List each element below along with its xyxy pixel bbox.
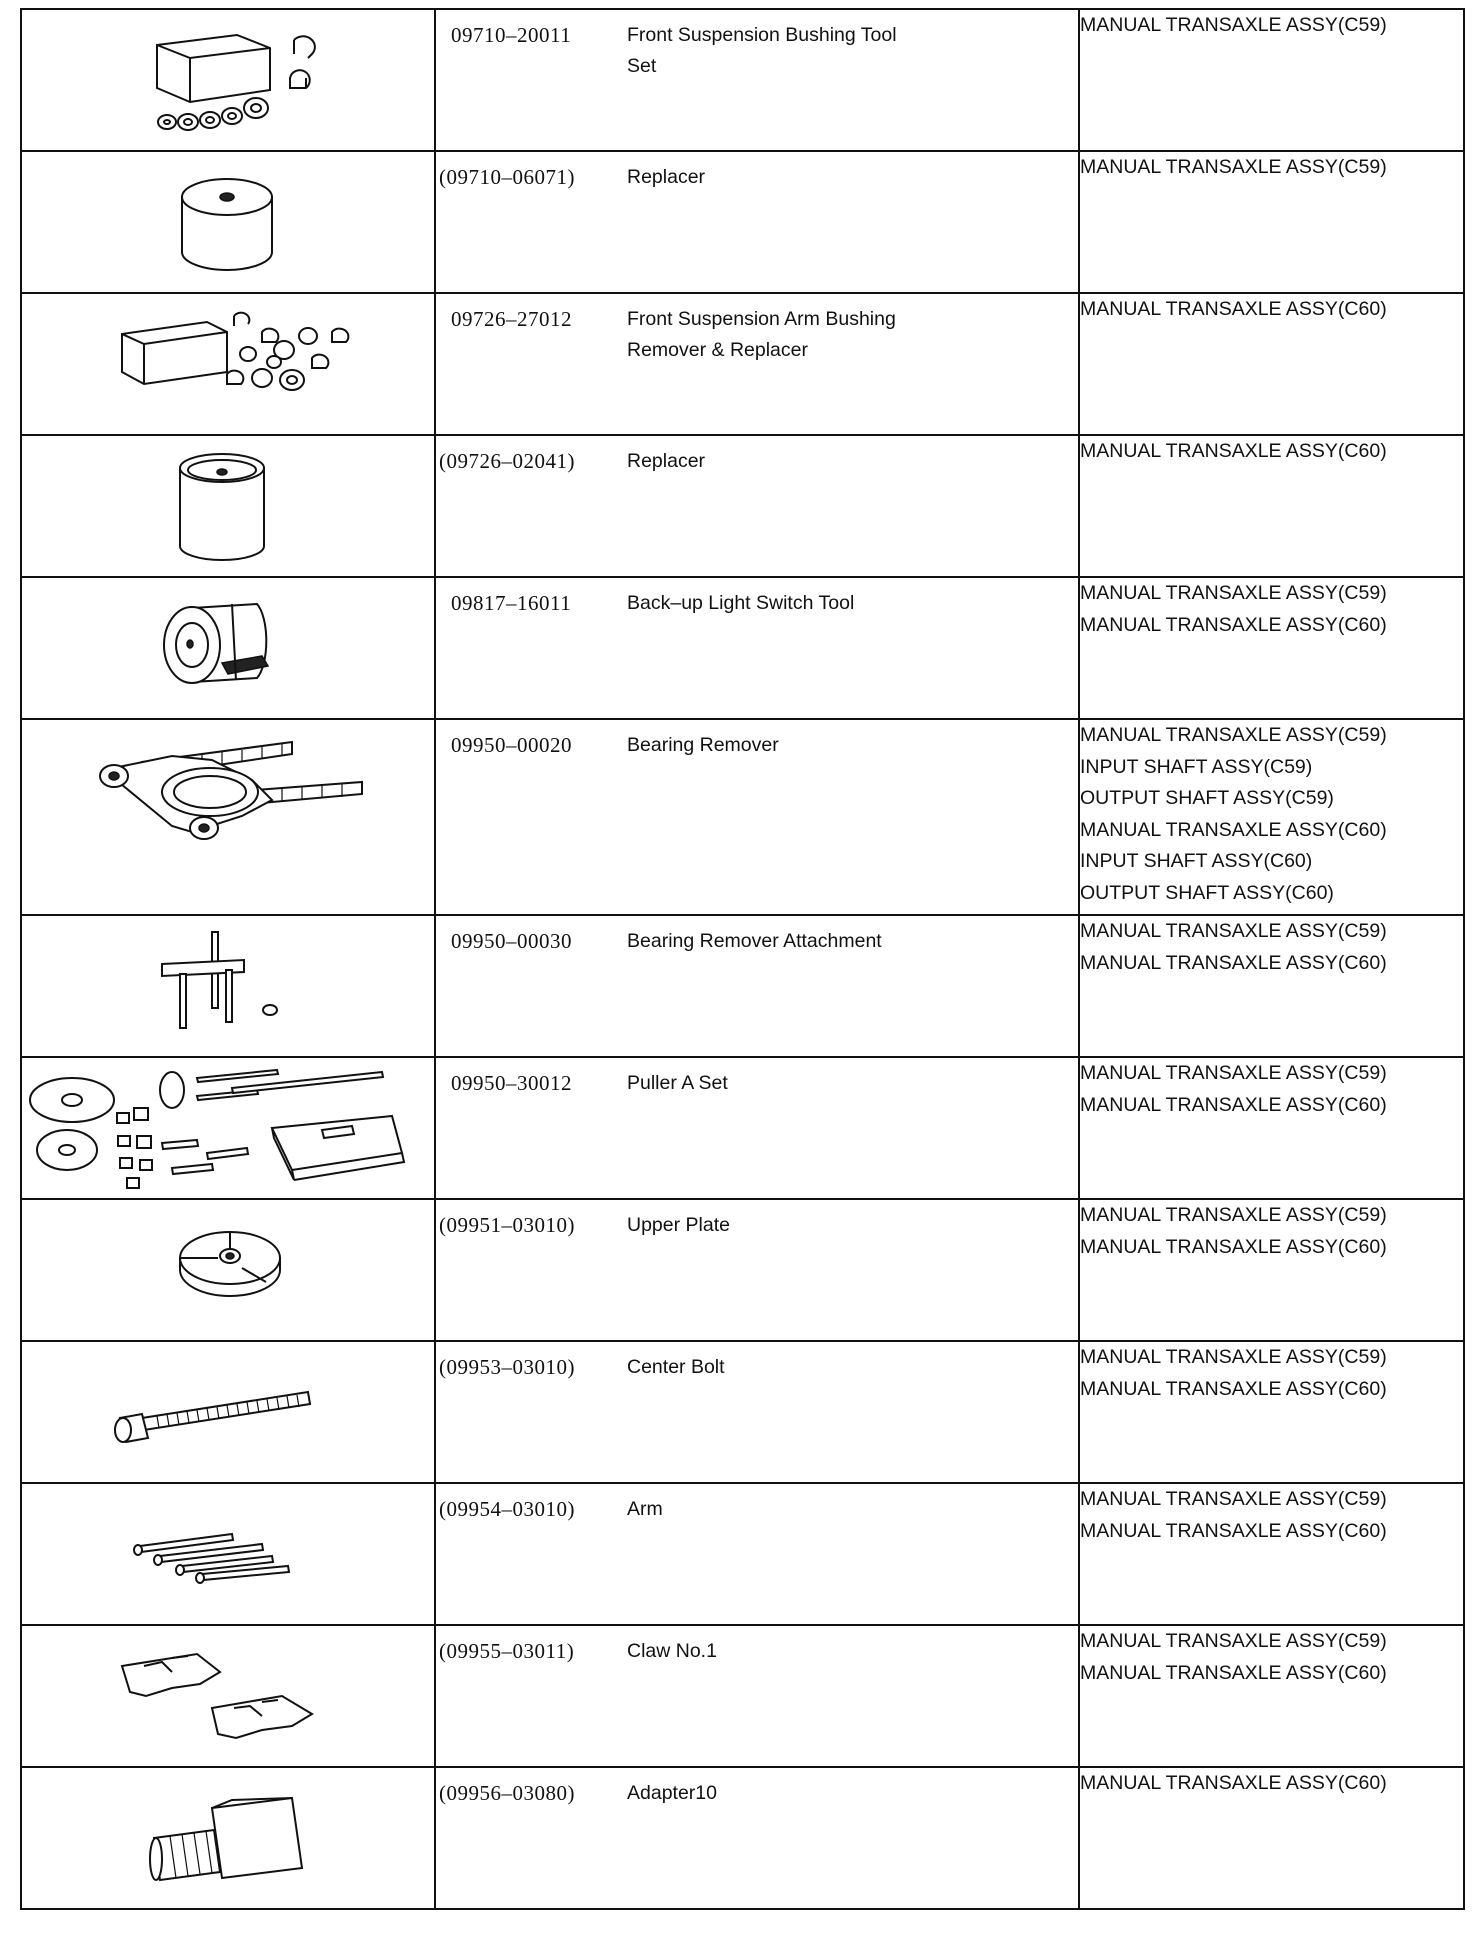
part-name-line: Replacer [627,450,706,472]
arm-rods-icon [22,1484,434,1624]
part-name [627,1210,1047,1241]
usage-item: MANUAL TRANSAXLE ASSY(C60) [1080,951,1387,974]
part-name-line: Front Suspension Bushing Tool [627,24,897,46]
usage-cell [1079,719,1464,915]
usage-cell [1079,577,1464,719]
part-cell [435,1057,1079,1199]
usage-cell [1079,1767,1464,1909]
illustration-cell [21,293,435,435]
usage-item: INPUT SHAFT ASSY(C60) [1080,850,1313,872]
part-name-line: Center Bolt [627,1356,725,1378]
usage-item: MANUAL TRANSAXLE ASSY(C60) [1080,298,1387,320]
illustration-cell [21,151,435,293]
usage-item: INPUT SHAFT ASSY(C59) [1080,755,1313,778]
table-row [21,1625,1464,1767]
illustration-cell [21,435,435,577]
bearing-separator-icon [22,720,434,914]
usage-item: MANUAL TRANSAXLE ASSY(C60) [1080,818,1387,841]
part-name-line: Front Suspension Arm Bushing [627,308,896,330]
usage-cell [1079,435,1464,577]
replacer-disc-icon [22,152,434,292]
illustration-cell [21,1199,435,1341]
part-number: (09955–03011) [439,1639,575,1663]
table-row [21,719,1464,915]
table-row [21,9,1464,151]
illustration-cell [21,915,435,1057]
table-row [21,1341,1464,1483]
part-cell [435,293,1079,435]
usage-item: MANUAL TRANSAXLE ASSY(C59) [1080,1062,1387,1084]
part-name [627,730,1047,761]
usage-item: MANUAL TRANSAXLE ASSY(C60) [1080,1661,1387,1684]
part-name-line: Back–up Light Switch Tool [627,592,855,614]
usage-item: MANUAL TRANSAXLE ASSY(C60) [1080,613,1387,636]
illustration-cell [21,9,435,151]
usage-item: MANUAL TRANSAXLE ASSY(C59) [1080,920,1387,942]
illustration-cell [21,1625,435,1767]
usage-item: MANUAL TRANSAXLE ASSY(C60) [1080,1377,1387,1400]
part-name-line: Bearing Remover [627,734,779,756]
switch-socket-icon [22,578,434,718]
usage-item: OUTPUT SHAFT ASSY(C60) [1080,881,1334,904]
illustration-cell [21,719,435,915]
part-cell [435,719,1079,915]
part-number: 09817–16011 [451,591,572,615]
usage-cell [1079,293,1464,435]
usage-item: MANUAL TRANSAXLE ASSY(C59) [1080,14,1387,36]
part-name-line: Arm [627,1498,663,1520]
part-name-line: Remover & Replacer [627,339,808,361]
usage-item: MANUAL TRANSAXLE ASSY(C60) [1080,440,1387,462]
part-name [627,1068,1047,1099]
part-name [627,162,1047,193]
part-name [627,1636,1047,1667]
part-number: (09951–03010) [439,1213,575,1237]
part-number: 09950–00020 [451,733,572,757]
center-bolt-icon [22,1342,434,1482]
usage-cell [1079,9,1464,151]
usage-cell [1079,151,1464,293]
arm-bushing-set-icon [22,294,434,434]
illustration-cell [21,1483,435,1625]
part-cell [435,1767,1079,1909]
usage-cell [1079,1341,1464,1483]
part-number: 09950–00030 [451,929,572,953]
usage-item: MANUAL TRANSAXLE ASSY(C59) [1080,1488,1387,1510]
part-name-line: Claw No.1 [627,1640,717,1662]
usage-item: MANUAL TRANSAXLE ASSY(C60) [1080,1093,1387,1116]
puller-set-icon [22,1058,434,1198]
part-number: (09953–03010) [439,1355,575,1379]
usage-cell [1079,915,1464,1057]
usage-item: MANUAL TRANSAXLE ASSY(C59) [1080,1630,1387,1652]
usage-item: MANUAL TRANSAXLE ASSY(C59) [1080,724,1387,746]
table-row [21,1199,1464,1341]
claw-icon [22,1626,434,1766]
usage-item: MANUAL TRANSAXLE ASSY(C59) [1080,1346,1387,1368]
part-name [627,1778,1047,1809]
part-cell [435,1341,1079,1483]
part-cell [435,9,1079,151]
part-name [627,1494,1047,1525]
part-name [627,304,1047,366]
part-cell [435,1483,1079,1625]
usage-item: OUTPUT SHAFT ASSY(C59) [1080,787,1334,809]
illustration-cell [21,1057,435,1199]
part-number: (09956–03080) [439,1781,575,1805]
table-row [21,1483,1464,1625]
usage-item: MANUAL TRANSAXLE ASSY(C60) [1080,1235,1387,1258]
part-name-line: Adapter10 [627,1782,717,1804]
illustration-cell [21,1341,435,1483]
part-name [627,1352,1047,1383]
part-cell [435,435,1079,577]
part-cell [435,1199,1079,1341]
upper-plate-icon [22,1200,434,1340]
special-tools-table [20,8,1465,1910]
part-number: 09726–27012 [451,307,572,331]
usage-item: MANUAL TRANSAXLE ASSY(C59) [1080,156,1387,178]
part-name [627,20,1047,82]
remover-attachment-icon [22,916,434,1056]
usage-cell [1079,1483,1464,1625]
part-number: 09710–20011 [451,23,572,47]
part-number: (09954–03010) [439,1497,575,1521]
illustration-cell [21,577,435,719]
part-number: 09950–30012 [451,1071,572,1095]
usage-item: MANUAL TRANSAXLE ASSY(C60) [1080,1519,1387,1542]
replacer-cup-icon [22,436,434,576]
table-row [21,577,1464,719]
part-name-line: Bearing Remover Attachment [627,930,882,952]
usage-cell [1079,1057,1464,1199]
part-name [627,588,1047,619]
usage-cell [1079,1625,1464,1767]
part-cell [435,1625,1079,1767]
table-row [21,1057,1464,1199]
part-cell [435,915,1079,1057]
part-number: (09726–02041) [439,449,575,473]
part-name [627,446,1047,477]
usage-item: MANUAL TRANSAXLE ASSY(C59) [1080,582,1387,604]
part-name-line: Set [627,55,657,77]
part-name [627,926,1047,957]
table-row [21,435,1464,577]
usage-item: MANUAL TRANSAXLE ASSY(C59) [1080,1204,1387,1226]
part-cell [435,577,1079,719]
part-name-line: Replacer [627,166,706,188]
table-row [21,915,1464,1057]
part-name-line: Upper Plate [627,1214,730,1236]
bushing-tool-set-icon [22,10,434,150]
adapter-icon [22,1768,434,1908]
part-number: (09710–06071) [439,165,575,189]
usage-item: MANUAL TRANSAXLE ASSY(C60) [1080,1772,1387,1794]
part-cell [435,151,1079,293]
table-row [21,1767,1464,1909]
table-row [21,151,1464,293]
table-row [21,293,1464,435]
illustration-cell [21,1767,435,1909]
part-name-line: Puller A Set [627,1072,728,1094]
usage-cell [1079,1199,1464,1341]
